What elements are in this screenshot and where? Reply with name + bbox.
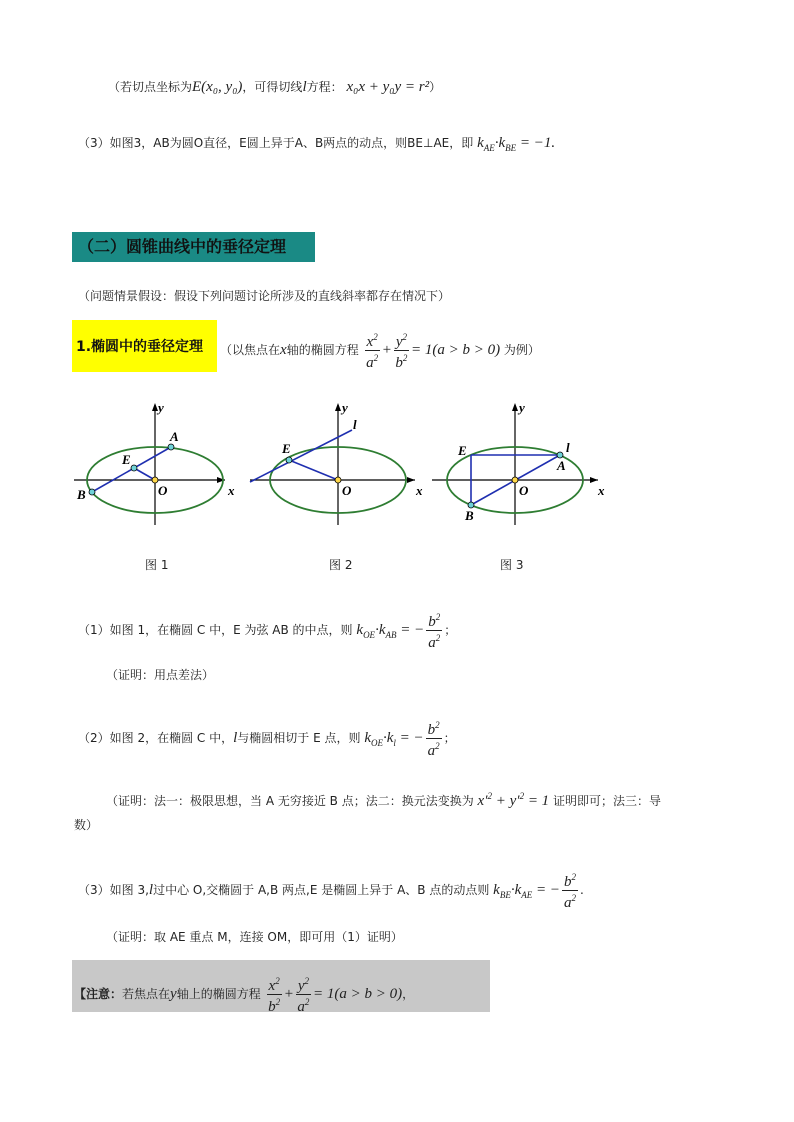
caption-fig2: 图 2 <box>329 558 353 572</box>
text: 与椭圆相切于 E 点，则 <box>237 730 361 745</box>
statement-1 <box>78 610 456 651</box>
text: . <box>580 882 584 897</box>
text: （1）如图 1，在椭圆 C 中，E 为弦 AB 的中点，则 <box>78 622 353 637</box>
assumption-text: （问题情景假设：假设下列问题讨论所涉及的直线斜率都存在情况下） <box>78 289 451 303</box>
point-A <box>168 444 174 450</box>
label-x: x <box>228 483 235 498</box>
text: 若焦点在 <box>122 986 171 1001</box>
point-E: E(x₀, y₀) <box>192 79 243 95</box>
y-arrow <box>335 403 341 411</box>
symbol-x: x <box>280 341 287 358</box>
caption-fig3: 图 3 <box>500 558 524 572</box>
text: 为例） <box>503 342 540 357</box>
point-B <box>89 489 95 495</box>
text: 过中心 O,交椭圆于 A,B 两点,E 是椭圆上异于 A、B 点的动点则 <box>153 882 490 897</box>
symbol-y: y <box>170 985 177 1002</box>
tangent-equation: x₀x + y₀y = r² <box>346 79 430 95</box>
figures-svg <box>60 395 620 530</box>
symbol-l: l <box>233 729 238 746</box>
statement-3 <box>78 870 584 911</box>
formula-1: $k_{OE}\cdot k_{AB}$ = − $\frac{b^2}{a^2}$ <box>356 612 441 651</box>
x-arrow <box>590 477 598 483</box>
subsection-desc <box>220 330 540 371</box>
text: 方程： <box>306 80 343 94</box>
label-E: E <box>282 441 291 456</box>
point-E <box>286 457 292 463</box>
label-O: O <box>342 483 352 498</box>
circle-diameter-statement <box>78 134 555 157</box>
segment-OE <box>289 460 338 480</box>
label-x: x <box>598 483 605 498</box>
symbol-l: l <box>302 79 307 95</box>
label-A: A <box>170 429 179 444</box>
text: （若切点坐标为 <box>108 80 193 94</box>
proof-1: （证明：用点差法） <box>106 668 215 682</box>
text: 轴的椭圆方程 <box>286 342 359 357</box>
text: （3）如图 3, <box>78 882 149 897</box>
text: （以焦点在 <box>220 342 281 357</box>
proof-2-cont: 数） <box>74 818 99 832</box>
label-A: A <box>557 458 566 473</box>
text: 轴上的椭圆方程 <box>176 986 261 1001</box>
label-y: y <box>158 400 164 415</box>
point-O <box>335 477 341 483</box>
figure-3 <box>432 400 605 525</box>
text: ） <box>429 80 442 94</box>
caption-fig1: 图 1 <box>145 558 169 572</box>
note-content <box>74 974 414 1015</box>
text: （3）如图3，AB为圆O直径，E圆上异于A、B两点的动点，则BE⊥AE，即 <box>78 136 474 150</box>
proof-3: （证明：取 AE 重点 M，连接 OM，即可用（1）证明） <box>106 930 403 944</box>
formula-2: $k_{OE}\cdot k_l$ = − $\frac{b^2}{a^2}$ <box>364 720 440 759</box>
figure-1 <box>74 400 235 525</box>
label-E: E <box>458 443 467 458</box>
tangent-note <box>108 78 441 96</box>
label-l: l <box>566 440 570 455</box>
label-O: O <box>519 483 529 498</box>
label-y: y <box>519 400 525 415</box>
note-box <box>72 960 490 1015</box>
segment-OE <box>134 468 155 480</box>
point-E <box>131 465 137 471</box>
formula-3: $k_{BE}\cdot k_{AE}$ = − $\frac{b^2}{a^2}$ <box>493 872 576 911</box>
x-arrow <box>407 477 415 483</box>
text: （2）如图 2，在椭圆 C 中， <box>78 730 234 745</box>
note-label: 【注意： <box>74 986 123 1001</box>
subsection-highlight <box>72 320 217 372</box>
point-O <box>512 477 518 483</box>
formula-circle: $x'^2 + y'^2 = 1$ <box>477 791 550 809</box>
text: ，可得切线 <box>242 80 303 94</box>
text: ； <box>443 730 456 745</box>
text: （证明：法一：极限思想，当 A 无穷接近 B 点；法二：换元法变换为 <box>106 794 474 808</box>
text: ； <box>444 622 457 637</box>
slope-product: $k_{AE}\cdot k_{BE} = -1$. <box>477 135 556 153</box>
label-B: B <box>77 487 86 502</box>
label-O: O <box>158 483 168 498</box>
figure-2 <box>250 400 423 525</box>
ellipse-equation: $\frac{x^2}{a^2}$ + $\frac{y^2}{b^2}$ = 1(a > b > 0) <box>366 332 501 371</box>
y-arrow <box>512 403 518 411</box>
label-E: E <box>122 452 131 467</box>
symbol-l: l <box>148 881 154 898</box>
section-title: （二）圆锥曲线中的垂径定理 <box>72 232 315 262</box>
label-x: x <box>416 483 423 498</box>
label-y: y <box>342 400 348 415</box>
label-B: B <box>465 508 474 523</box>
text: 证明即可；法三：导 <box>553 794 662 808</box>
note-equation: $\frac{x^2}{b^2}$ + $\frac{y^2}{a^2}$ = 1(a > b > 0) <box>268 976 403 1015</box>
subsection-title: 1.椭圆中的垂径定理 <box>76 339 204 355</box>
proof-2 <box>106 787 661 810</box>
tangent-line-l <box>250 430 352 482</box>
statement-2 <box>78 718 456 759</box>
label-l: l <box>353 417 357 432</box>
text: ， <box>402 986 415 1001</box>
